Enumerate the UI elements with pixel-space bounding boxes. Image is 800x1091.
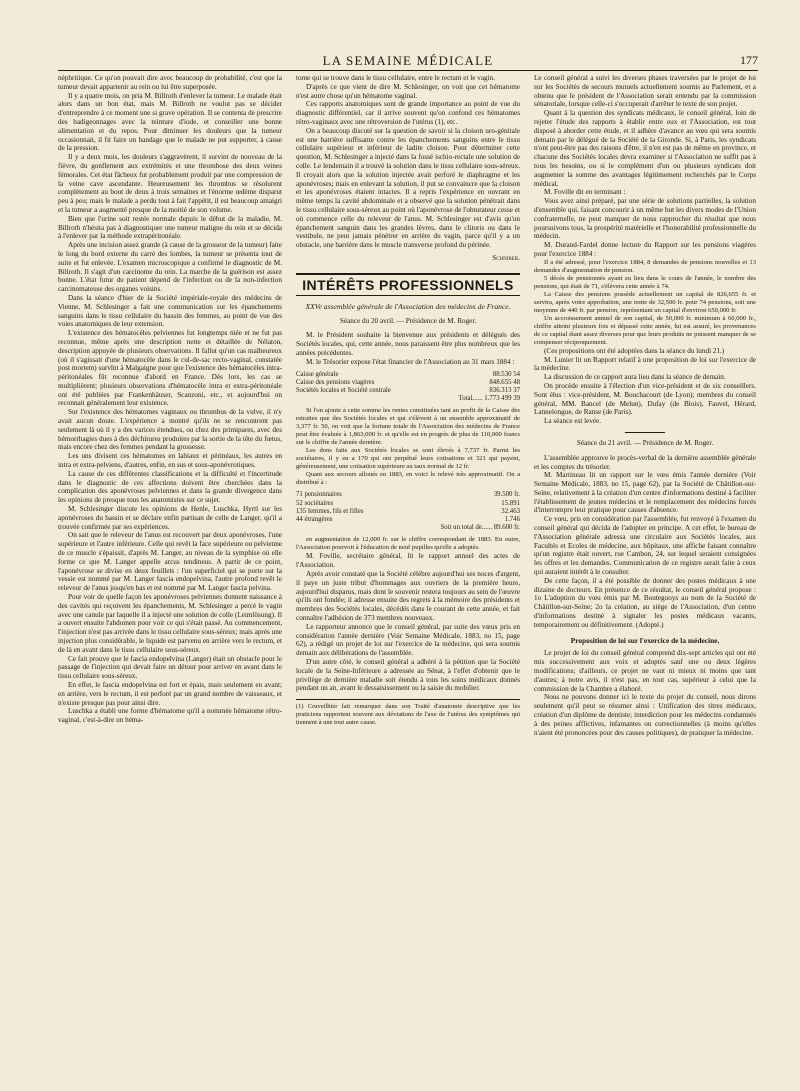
paragraph: Après une incision assez grande (à cause de la grosseur de la tumeur) faite le long du bord externe du carré des lombes, la tumeur se présenta tout de suite et fut enlevée. L'examen microscopique a confirmé le diagnostic de M. Billroth. Il s'agit d'un carcinome du rein. La marche de la guérison est assez bonne. L'état futur du patient dépend de l'infection ou de la non-infection carcinomateuse des organes voisins. <box>58 241 282 294</box>
paragraph: Les dons faits aux Sociétés locales se sont élevés à 7,737 fr. Parmi les sociétaires, il y en a 170 qui ont perpétué leurs cotisations et 321 qui payent, généreusement, une cotisation supérieure au taux normal de 12 fr. <box>296 447 520 471</box>
paragraph: M. Foville, secrétaire général, lit le rapport annuel des actes de l'Association. <box>296 552 520 570</box>
paragraph: Après avoir constaté que la Société célèbre aujourd'hui ses noces d'argent, il paye un juste tribut d'hommages aux ouvriers de la première heure, aujourd'hui disparus, mais dont le souvenir restera toujours au sein de l'œuvre qu'ils ont fondée; il adresse ensuite des regrets à la mémoire des présidents et membres des Sociétés locales, décédés dans le courant de cette année, et fait connaître l'adhésion de 373 membres nouveaux. <box>296 569 520 622</box>
paragraph: Quant aux secours alloués en 1883, en voici le relevé très approximatif. On a distribué à : <box>296 471 520 487</box>
journal-title: LA SEMAINE MÉDICALE <box>322 53 494 68</box>
paragraph: Le projet de loi du conseil général comprend dix-sept articles qui ont été mis successivement aux voix et adoptés sauf une ou deux légères modifications; d'ailleurs, ce projet ne vaut ni mieux ni moins que tant d'autres; à notre avis, il n'est pas, en tout cas, supérieur à celui que la commission de la Chambre a élaboré. <box>534 649 756 693</box>
paragraph: Si l'on ajoute à cette somme les rentes constituées tant au profit de la Caisse des retraites que des Sociétés locales et qui s'élèvent à un ensemble approximatif de 3,377 fr. 50, on voit que la fortune totale de l'Association des médecins de France peut être évaluée à 1,863,000 fr. et qu'elle est en progrès de plus de 110,000 francs sur le chiffre de l'année dernière. <box>296 407 520 447</box>
secours-label: 71 pensionnaires <box>296 491 342 499</box>
column-2 <box>296 74 520 727</box>
secours-label: 135 femmes, fils et filles <box>296 507 364 515</box>
finance-row <box>296 387 520 395</box>
paragraph: M. Martineau lit un rapport sur le vœu émis l'année dernière (Voir Semaine Médicale, 1883, no 15, page 62), par la Société de Châtillon-sur-Seine, relativement à la création d'un centre d'informations destiné à faciliter l'établissement de jeunes médecins et le remplacement des médecins forcés d'interrompre leur pratique pour causes d'absence. <box>534 471 756 515</box>
paragraph: M. Foville dit en terminant : <box>544 188 626 197</box>
paragraph: De cette façon, il a été possible de donner des postes médicaux à une dizaine de docteurs. En présence de ce résultat, le conseil général propose : 1o L'adoption du vœu émis par M. Bouteguoys au nom de la Société de Châtillon-sur-Seine; 2o la création, au siège de l'Association, d'un centre d'informations destiné à signaler les postes médicaux vacants, temporairement ou définitivement. (Adopté.) <box>534 576 756 629</box>
paragraph: M. le Trésorier expose l'état financier de l'Association au 31 mars 1884 : <box>306 357 515 366</box>
paragraph: Ces rapports anatomiques sont de grande importance au point de vue du diagnostic différentiel, car il arrive souvent qu'on confond ces hématomes rétro-vaginaux avec une rétroversion de l'utérus (1), etc. <box>296 100 520 126</box>
paragraph: Il a été adressé, pour l'exercice 1884, 8 demandes de pensions nouvelles et 13 demandes d'augmentation de pension. <box>534 258 756 274</box>
paragraph: La séance est levée. <box>544 417 602 426</box>
secours-value: 32.463 <box>501 507 520 515</box>
paragraph: 5 décès de pensionnés ayant eu lieu dans le cours de l'année, le nombre des pensions, qui était de 71, s'élèvera cette année à 74. <box>534 274 756 290</box>
session-heading: Séance du 21 avril. — Présidence de M. Roger. <box>576 438 714 447</box>
footnote: (1) Cruveilhier fait remarquer dans son Traité d'anatomie descriptive que les praticiens rapportent souvent aux déviations de l'axe de l'utérus des symptômes qui tiennent à une tout autre cause. <box>296 699 520 727</box>
author-signature: Schnirer. <box>492 253 520 262</box>
secours-row <box>296 500 520 508</box>
paragraph: Luschka a établi une forme d'hématome qu'il a nommée hématome rétro-vaginal, c'est-à-dire un héma- <box>58 707 282 725</box>
paragraph: Vous avez ainsi préparé, par une série de solutions partielles, la solution d'ensemble qui, faisant concourir à un même but les divers modes de l'Union confraternelle, ne peut manquer de nous rapprocher du résultat que nous poursuivons tous, la prospérité matérielle et l'honorabilité professionnelle du médecin. <box>534 197 756 241</box>
secours-label: 44 étrangères <box>296 515 333 523</box>
section-title: INTÉRÊTS PROFESSIONNELS <box>296 273 520 296</box>
paragraph: La Caisse des pensions possède actuellement un capital de 826,655 fr. et servira, après votre approbation, une rente de 32,500 fr. pour 74 pensions, soit une moyenne de 440 fr. par pension, représentant un capital d'environ 650,000 fr. <box>534 290 756 314</box>
paragraph: tome qui se trouve dans le tissu cellulaire, entre le rectum et le vagin. <box>296 74 495 82</box>
paragraph: Le conseil général a suivi les diverses phases traversées par le projet de loi sur les Sociétés de secours mutuels actuellement soumis au Parlement, et a obtenu que le président de l'Association serait entendu par la commission sénatoriale, lorsque celle-ci s'occuperait d'arrêter le texte de son projet. <box>534 74 756 109</box>
paragraph: Nous ne pouvons donner ici le texte du projet du conseil, nous dirons seulement qu'il peut se résumer ainsi : Unification des titres médicaux, création d'un diplôme de dentiste; interdiction pour les médecins condamnés à des peines afflictives, infamantes ou correctionnelles (à moins qu'elles n'aient été prononcées pour des causes politiques), de pratiquer la médecine. <box>534 693 756 737</box>
finance-total: Total...... 1.773 499 39 <box>458 395 520 403</box>
finance-value: 88.530 54 <box>492 370 520 378</box>
finance-row <box>296 379 520 387</box>
secours-total: Soit un total de...... 89.600 fr. <box>440 524 520 532</box>
secours-row <box>296 491 520 499</box>
paragraph: On procède ensuite à l'élection d'un vice-président et de six conseillers. Sont élus : vice-président, M. Bouchacourt (de Lyon); membres du conseil général, MM. Bancel (de Melun), Dufay (de Blois), Fauvel, Hérard, Lannelongue, de Ranse (de Paris). <box>534 381 756 417</box>
paragraph: Pour voir de quelle façon les aponévroses pelviennes donnent naissance à des cavités qui reçoivent les épanchements, M. Schlesinger a percé le vagin avec une canule par laquelle il a injecté une solution de colle (Leimlösung). Il a ouvert ensuite l'abdomen pour voir ce qui s'était passé. Au commencement, l'injection n'est pas arrivée dans le tissu cellulaire sous-séreux; mais après une injection plus considérable, le liquide est parvenu en arrière vers le rectum, et de là en avant dans le tissu cellulaire sous-séreux. <box>58 593 282 654</box>
paragraph: M. Schlesinger discute les opinions de Henle, Luschka, Hyrtl sur les aponévroses du bassin et se déclare enfin partisan de celle de Langer, qu'il a trouvée confirmée par ses expériences. <box>58 505 282 531</box>
divider <box>625 432 665 433</box>
paragraph: M. Lunier lit un Rapport relatif à une proposition de loi sur l'exercice de la médecine. <box>534 355 756 373</box>
paragraph: Ce fait prouve que le fascia endopelvina (Langer) était un obstacle pour le passage de l'injection qui devait faire un détour pour arriver en avant dans le tissu cellulaire sous-séreux. <box>58 654 282 681</box>
finance-row <box>296 371 520 379</box>
secours-table <box>296 491 520 532</box>
paragraph: M. Durand-Fardel donne lecture du Rapport sur les pensions viagères pour l'exercice 1884 : <box>534 241 756 258</box>
secours-row <box>296 508 520 516</box>
paragraph: Dans la séance d'hier de la Société impériale-royale des médecins de Vienne, M. Schlesinger a fait une communication sur les épanchements sanguins dans le tissu cellulaire du bassin des femmes, au point de vue des voies anatomiques de leur extension. <box>58 293 282 329</box>
paragraph: Quant à la question des syndicats médicaux, le conseil général, loin de rejeter l'étude des rapports à établir entre eux et l'Association, est tout disposé à aborder cette étude, et il adhère d'avance au vœu qui sera soumis demain par le délégué de la Société de la Gironde. Si, à Paris, les syndicats n'ont peut-être pas des raisons d'être, il n'en est pas de même en province, et chacune des Sociétés locales devra examiner si l'Association ne suffit pas à tous les besoins, ou si le complément d'un ou plusieurs syndicats doit augmenter la somme des avantages légitimement recherchés par le Corps médical. <box>534 109 756 188</box>
finance-label: Caisse des pensions viagères <box>296 378 375 386</box>
paragraph: Bien que l'urine soit restée normale depuis le début de la maladie, M. Billroth n'hésita pas à diagnostiquer une tumeur maligne du rein et se décida à l'enlever par la méthode extrapéritonéale. <box>58 214 282 241</box>
subheading: Proposition de loi sur l'exercice de la médecine. <box>570 635 720 645</box>
column-3 <box>534 74 756 737</box>
paragraph: La discussion de ce rapport aura lieu dans la séance de demain. <box>544 373 726 382</box>
finance-label: Caisse générale <box>296 370 339 378</box>
paragraph: Ce vœu, pris en considération par l'assemblée, fut renvoyé à l'examen du conseil général qui décida de l'adopter en principe. A cet effet, le bureau de l'Association générale adressa une circulaire aux Sociétés locales, aux Facultés et Ecoles de médecine, aux hôpitaux, une affiche faisant connaître qu'un registre était ouvert, rue Cambon, 24, sur lequel seraient consignées les offres et les demandes. Communication de ce registre serait faite à ceux qui auraient intérêt à le consulter. <box>534 515 756 577</box>
secours-label: 52 sociétaires <box>296 499 334 507</box>
secours-row <box>296 516 520 524</box>
assembly-heading: XXVe assemblée générale de l'Association des médecins de France. <box>305 301 511 311</box>
column-1 <box>58 74 282 725</box>
paragraph: Il y a deux mois, les douleurs s'aggravèrent, il survint de nouveau de la fièvre, du gonflement aux extrémités et une thrombose des deux veines fémorales. Cet état fâcheux fut probablement produit par une compression de la veine cave ascendante. Heureusement les thrombus se résolurent complètement au bout de deux à trois semaines et l'énorme œdème disparut peu à peu; mais le malade a perdu tout à fait l'appétit, il est beaucoup amaigri et la tumeur a augmenté presque de la moitié de son volume. <box>58 153 282 214</box>
paragraph: L'existence des hématocèles pelviennes fut longtemps niée et ne fut pas reconnue, même après une description nette et détaillée de Nélaton, description appuyée de plusieurs observations. Il fallut qu'un cas malheureux (où il s'agissait d'une hématocèle dans le cul-de-sac recto-vaginal, constatée post mortem) survînt à Malgaigne pour que l'existence des hématocèles intra-péritonéales fût reconnue d'abord en France. Dès lors, les cas se multiplièrent; plusieurs observations d'hématocèle intra et extra-péritonéale ont été publiées par Frankenhäuser, Scanzoni, etc., et aujourd'hui on reconnait généralement leur existence. <box>58 329 282 408</box>
paragraph: D'un autre côté, le conseil général a adhéré à la pétition que la Société locale de la Seine-Inférieure a adressée au Sénat, à l'effet d'obtenir que le privilège de dernière maladie soit étendu à tous les soins médicaux donnés pendant un an, avant le dessaisissement ou la saisie du mobilier. <box>296 657 520 693</box>
secours-value: 39.500 fr. <box>493 491 520 499</box>
secours-value: 15.891 <box>501 499 520 507</box>
finance-table <box>296 371 520 404</box>
paragraph: Le rapporteur annonce que le conseil général, par suite des vœux pris en considération l'année dernière (Voir Semaine Médicale, 1883, no 15, page 62), a rédigé un projet de loi sur l'exercice de la médecine, qui sera soumis demain aux délibérations de l'assemblée. <box>296 622 520 658</box>
running-header <box>58 52 758 70</box>
paragraph: L'assemblée approuve le procès-verbal de la dernière assemblée générale et les comptes du trésorier. <box>534 453 756 471</box>
page-number: 177 <box>740 53 758 67</box>
finance-value: 848.655 48 <box>489 378 520 386</box>
paragraph: Les uns divisent ces hématomes en labiaux et périnéaux, les autres en intra et extra-pelviens, d'autres, enfin, en sus et sous-aponévrotiques. <box>58 452 282 470</box>
finance-value: 836.313 37 <box>489 386 520 394</box>
session-heading: Séance du 20 avril. — Présidence de M. Roger. <box>339 316 477 325</box>
paragraph: en augmentation de 12,000 fr. sur le chiffre correspondant de 1883. En outre, l'Association pourvoit à l'éducation de neuf pupilles qu'elle a adoptés. <box>296 536 520 552</box>
header-rule <box>58 70 758 71</box>
paragraph: On sait que le releveur de l'anus est recouvert par deux aponévroses, l'une supérieure et l'autre inférieure. Celle qui revêt la face supérieure ou pelvienne de ce muscle s'épaissit, d'après M. Langer, au niveau de la symphise où elle forme ce que M. Langer appelle arcus tendineus. A partir de ce point, l'aponévrose se divise en deux feuillets : l'un superficiel qui se porte sur la vessie est nommé par M. Langer fascia endopelvina, l'autre profond revêt le releveur de l'anus jusqu'en bas et est nommé par M. Langer fascia pelvina. <box>58 531 282 593</box>
finance-label: Sociétés locales et Société centrale <box>296 386 391 394</box>
paragraph: La cause de ces différentes classifications et la difficulté et l'incertitude dans le diagnostic de ces affections doivent être cherchées dans la complication des aponévroses pelviennes et dans la grande divergence dans les opinions de presque tous les anatomistes sur ce sujet. <box>58 469 282 505</box>
paragraph: Il y a quatre mois, on pria M. Billroth d'enlever la tumeur. Le malade était alors dans un bon état, mais M. Billroth ne voulut pas se décider d'entreprendre à ce moment une si grave opération. Il se contenta de prescrire des badigeonnages avec la teinture d'iode, et conseiller une bonne alimentation et du repos. Pour diminuer les douleurs que la tumeur occasionnait, il fit faire un bandage que le malade ne put supporter, à cause de la pression. <box>58 91 282 153</box>
paragraph: En effet, le fascia endopelvina est fort et épais, mais seulement en avant; en arrière, vers le rectum, il est perforé par un grand nombre de vaisseaux, et n'existe presque pas pour ainsi dire. <box>58 680 282 707</box>
paragraph: Sur l'existence des hématomes vaginaux ou thrombus de la vulve, il n'y avait aucun doute. L'expérience a montré qu'ils ne se rencontrent pas seulement là où il y a des varices étendues, ou chez des primipares, avec des hémorrhagies dues à des déchirures produites par la sortie de la tête du fœtus, mais encore chez des femmes pendant la grossesse. <box>58 408 282 452</box>
paragraph: D'après ce que vient de dire M. Schlesinger, on voit que cet hématome n'est autre chose qu'un hématome vaginal. <box>296 82 520 100</box>
secours-value: 1.746 <box>504 515 520 523</box>
paragraph: (Ces propositions ont été adoptées dans la séance du lundi 21.) <box>544 346 725 355</box>
paragraph: M. le Président souhaite la bienvenue aux présidents et délégués des Sociétés locales, qui, cette année, nous paraissent être plus nombreux que les années précédentes. <box>296 331 520 357</box>
paragraph: néphritique. Ce qu'on pouvait dire avec beaucoup de probabilité, c'est que la tumeur devait appartenir au rein ou lui être superposée. <box>58 74 282 91</box>
paragraph: Un accroissement annuel de son capital, de 50,000 fr. minimum à 60,000 fr., chiffre atteint plusieurs fois et dépassé cette année, lui est assuré, les provenances de ce capital étant assez diverses pour que leurs produits ne puissent manquer de se compenser réciproquement. <box>534 314 756 346</box>
paragraph: On a beaucoup discuté sur la question de savoir si la cloison uro-génitale est une barrière suffisante contre les épanchements sanguins entre le tissu cellulaire supérieur et inférieur de ladite cloison. Pour déterminer cette question, M. Schlesinger a injecté dans la fossé ischio-rectale une solution de colle. Le lendemain il a trouvé la solution dans le tissu cellulaire sous-séreux. Il croyait alors que la solution injectée avait perforé le diaphragme et les aponévroses; mais en enlevant la solution, il put se convaincre que la cloison et les aponévroses étaient intactes. Il a repris l'expérience en ouvrant en même temps la cavité abdominale et a observé que la solution pénétrait dans le tissu cellulaire sous-séreux au point où l'aponévrose de l'obturateur cesse et où commence celle du releveur de l'anus. M. Schlesinger est d'avis qu'un épanchement sanguin dans les grandes lèvres, dans le clitoris ou dans le vestibule, ne peut jamais pénétrer en arrière du vagin, parce qu'il y a un obstacle, une barrière dans le muscle transverse profond du périnée. <box>296 126 520 250</box>
